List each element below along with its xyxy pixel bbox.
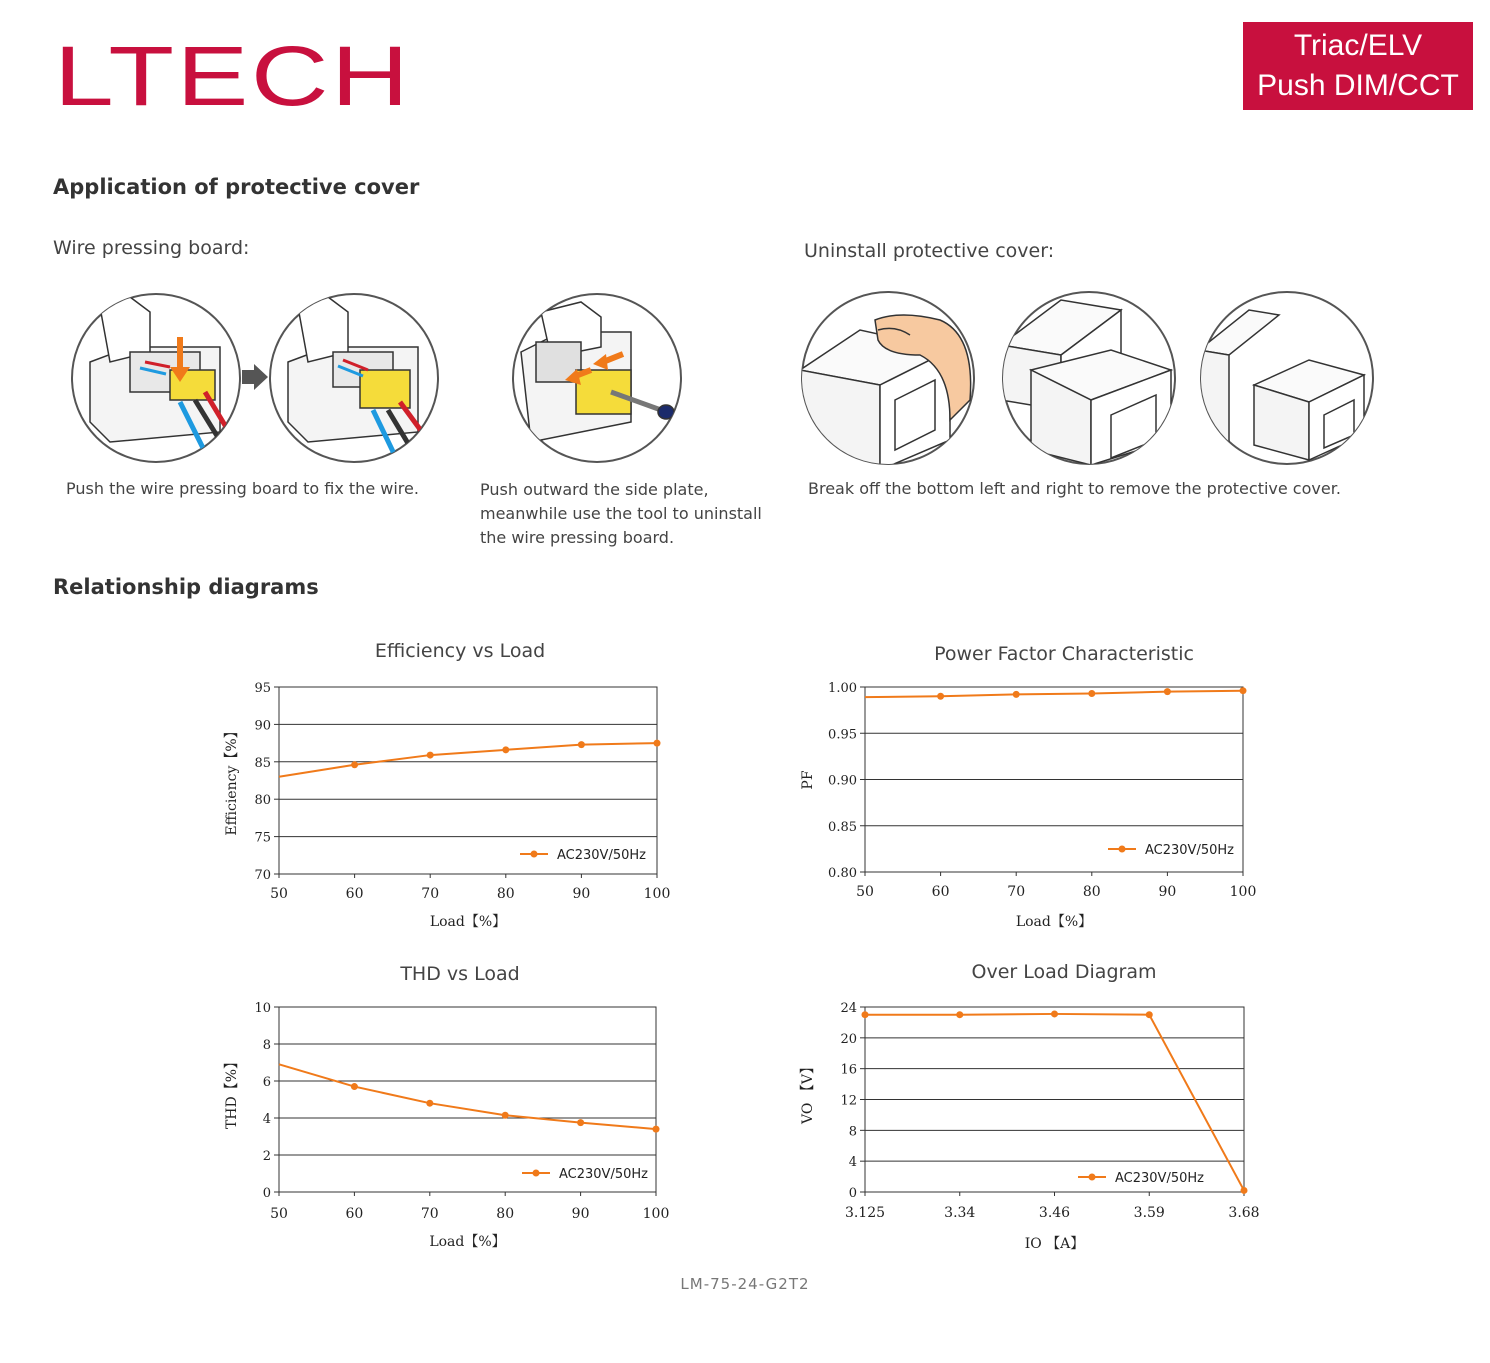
y-tick-label: 10 bbox=[254, 1001, 271, 1016]
overload-chart-title: Over Load Diagram bbox=[971, 961, 1157, 983]
x-tick-label: 70 bbox=[1007, 884, 1026, 900]
data-point bbox=[502, 746, 509, 753]
y-tick-label: 20 bbox=[840, 1031, 857, 1047]
wire-pressing-label: Wire pressing board: bbox=[53, 237, 250, 259]
y-tick-label: 95 bbox=[254, 681, 271, 696]
legend-marker bbox=[533, 1170, 540, 1177]
x-tick-label: 50 bbox=[270, 886, 288, 902]
break-cover-step1-illustration bbox=[800, 290, 978, 466]
efficiency-chart bbox=[220, 676, 690, 938]
y-tick-label: 4 bbox=[262, 1112, 271, 1127]
y-tick-label: 0 bbox=[848, 1186, 857, 1201]
data-point bbox=[862, 1011, 869, 1018]
data-point bbox=[578, 741, 585, 748]
data-point bbox=[1241, 1187, 1248, 1194]
y-tick-label: 16 bbox=[840, 1062, 857, 1078]
x-tick-label: 90 bbox=[1158, 884, 1177, 900]
data-point bbox=[654, 740, 661, 747]
data-point bbox=[1088, 690, 1095, 697]
wire-pressing-step1-illustration bbox=[70, 292, 242, 464]
data-point bbox=[1240, 687, 1247, 694]
product-type-badge bbox=[1243, 22, 1473, 110]
x-tick-label: 3.46 bbox=[1038, 1205, 1071, 1221]
caption-push-outward-line3: the wire pressing board. bbox=[480, 528, 675, 547]
x-tick-label: 80 bbox=[496, 1206, 515, 1222]
legend-label: AC230V/50Hz bbox=[557, 848, 646, 863]
data-point bbox=[937, 693, 944, 700]
y-tick-label: 90 bbox=[254, 718, 271, 734]
y-tick-label: 8 bbox=[262, 1038, 271, 1053]
y-tick-label: 1.00 bbox=[828, 681, 857, 696]
y-tick-label: 24 bbox=[840, 1001, 857, 1016]
x-tick-label: 90 bbox=[572, 886, 591, 902]
data-point bbox=[502, 1112, 509, 1119]
data-point bbox=[1146, 1011, 1153, 1018]
x-tick-label: 70 bbox=[421, 886, 440, 902]
badge-line-2: Push DIM/CCT bbox=[1257, 69, 1459, 102]
x-tick-label: 70 bbox=[420, 1206, 439, 1222]
x-tick-label: 60 bbox=[931, 884, 950, 900]
data-point bbox=[956, 1011, 963, 1018]
y-tick-label: 4 bbox=[848, 1155, 857, 1171]
data-point bbox=[577, 1119, 584, 1126]
x-tick-label: 3.125 bbox=[844, 1205, 886, 1221]
y-tick-label: 0.85 bbox=[828, 819, 857, 835]
legend-marker bbox=[531, 851, 538, 858]
ltech-logo: LTECH bbox=[54, 29, 412, 123]
data-point bbox=[1051, 1010, 1058, 1017]
data-point bbox=[351, 1083, 358, 1090]
series-line bbox=[865, 691, 1243, 697]
footer-model-number: LM-75-24-G2T2 bbox=[680, 1275, 810, 1293]
efficiency-chart-title: Efficiency vs Load bbox=[374, 640, 546, 662]
legend-marker bbox=[1089, 1174, 1096, 1181]
data-point bbox=[653, 1126, 660, 1133]
plot-frame bbox=[279, 1007, 656, 1192]
y-tick-label: 0.90 bbox=[828, 773, 857, 789]
y-tick-label: 80 bbox=[254, 793, 271, 809]
wire-pressing-step2-illustration bbox=[268, 292, 440, 464]
x-tick-label: 60 bbox=[345, 1206, 364, 1222]
relationship-diagrams-title: Relationship diagrams bbox=[53, 575, 319, 599]
power-factor-chart bbox=[790, 676, 1280, 938]
x-axis-label: IO 【A】 bbox=[1024, 1236, 1085, 1252]
legend-label: AC230V/50Hz bbox=[1115, 1171, 1204, 1186]
caption-push-board: Push the wire pressing board to fix the wire. bbox=[66, 479, 419, 498]
break-cover-step2-illustration bbox=[1001, 290, 1179, 466]
uninstall-cover-label: Uninstall protective cover: bbox=[804, 240, 1055, 262]
badge-line-1: Triac/ELV bbox=[1293, 29, 1423, 62]
arrow-right-icon bbox=[240, 364, 270, 390]
y-axis-label: Efficiency【%】 bbox=[224, 724, 240, 836]
data-point bbox=[351, 761, 358, 768]
legend-marker bbox=[1119, 846, 1126, 853]
x-tick-label: 90 bbox=[571, 1206, 590, 1222]
x-tick-label: 80 bbox=[1082, 884, 1101, 900]
x-tick-label: 100 bbox=[642, 1206, 670, 1222]
series-line bbox=[279, 1064, 656, 1129]
data-point bbox=[426, 1100, 433, 1107]
thd-chart bbox=[220, 996, 690, 1256]
tool-uninstall-illustration bbox=[511, 292, 683, 464]
break-cover-step3-illustration bbox=[1199, 290, 1377, 466]
data-point bbox=[1013, 691, 1020, 698]
x-tick-label: 3.68 bbox=[1228, 1205, 1260, 1221]
x-tick-label: 100 bbox=[1229, 884, 1257, 900]
pf-chart-title: Power Factor Characteristic bbox=[934, 643, 1194, 665]
data-point bbox=[427, 752, 434, 759]
x-tick-label: 3.59 bbox=[1133, 1205, 1165, 1221]
x-axis-label: Load【%】 bbox=[429, 914, 507, 930]
series-line bbox=[279, 743, 657, 777]
y-tick-label: 70 bbox=[254, 868, 271, 883]
y-tick-label: 2 bbox=[262, 1149, 271, 1164]
y-axis-label: PF bbox=[800, 770, 816, 790]
y-tick-label: 6 bbox=[262, 1075, 271, 1090]
overload-chart bbox=[790, 996, 1280, 1258]
y-tick-label: 0.95 bbox=[828, 727, 857, 743]
x-tick-label: 50 bbox=[856, 884, 874, 900]
series-line bbox=[865, 1014, 1244, 1191]
y-tick-label: 8 bbox=[848, 1124, 857, 1140]
caption-break-off: Break off the bottom left and right to remove the protective cover. bbox=[808, 479, 1341, 498]
x-axis-label: Load【%】 bbox=[1015, 914, 1093, 930]
data-point bbox=[1164, 688, 1171, 695]
y-axis-label: THD【%】 bbox=[224, 1054, 240, 1130]
x-tick-label: 3.34 bbox=[944, 1205, 976, 1221]
thd-chart-title: THD vs Load bbox=[400, 963, 520, 985]
y-tick-label: 0 bbox=[262, 1186, 271, 1201]
y-tick-label: 85 bbox=[254, 755, 271, 771]
x-axis-label: Load【%】 bbox=[429, 1234, 506, 1250]
caption-push-outward-line1: Push outward the side plate, bbox=[480, 480, 709, 499]
legend-label: AC230V/50Hz bbox=[559, 1167, 648, 1182]
protective-cover-title: Application of protective cover bbox=[53, 175, 420, 199]
y-axis-label: VO 【V】 bbox=[800, 1060, 816, 1124]
caption-push-outward-line2: meanwhile use the tool to uninstall bbox=[480, 504, 762, 523]
caption-push-outward bbox=[480, 478, 762, 550]
y-tick-label: 12 bbox=[840, 1093, 857, 1109]
legend-label: AC230V/50Hz bbox=[1145, 843, 1234, 858]
plot-frame bbox=[279, 687, 657, 874]
y-tick-label: 75 bbox=[254, 830, 271, 846]
x-tick-label: 100 bbox=[643, 886, 671, 902]
x-tick-label: 50 bbox=[270, 1206, 288, 1222]
y-tick-label: 0.80 bbox=[828, 866, 857, 881]
x-tick-label: 80 bbox=[496, 886, 515, 902]
x-tick-label: 60 bbox=[345, 886, 364, 902]
